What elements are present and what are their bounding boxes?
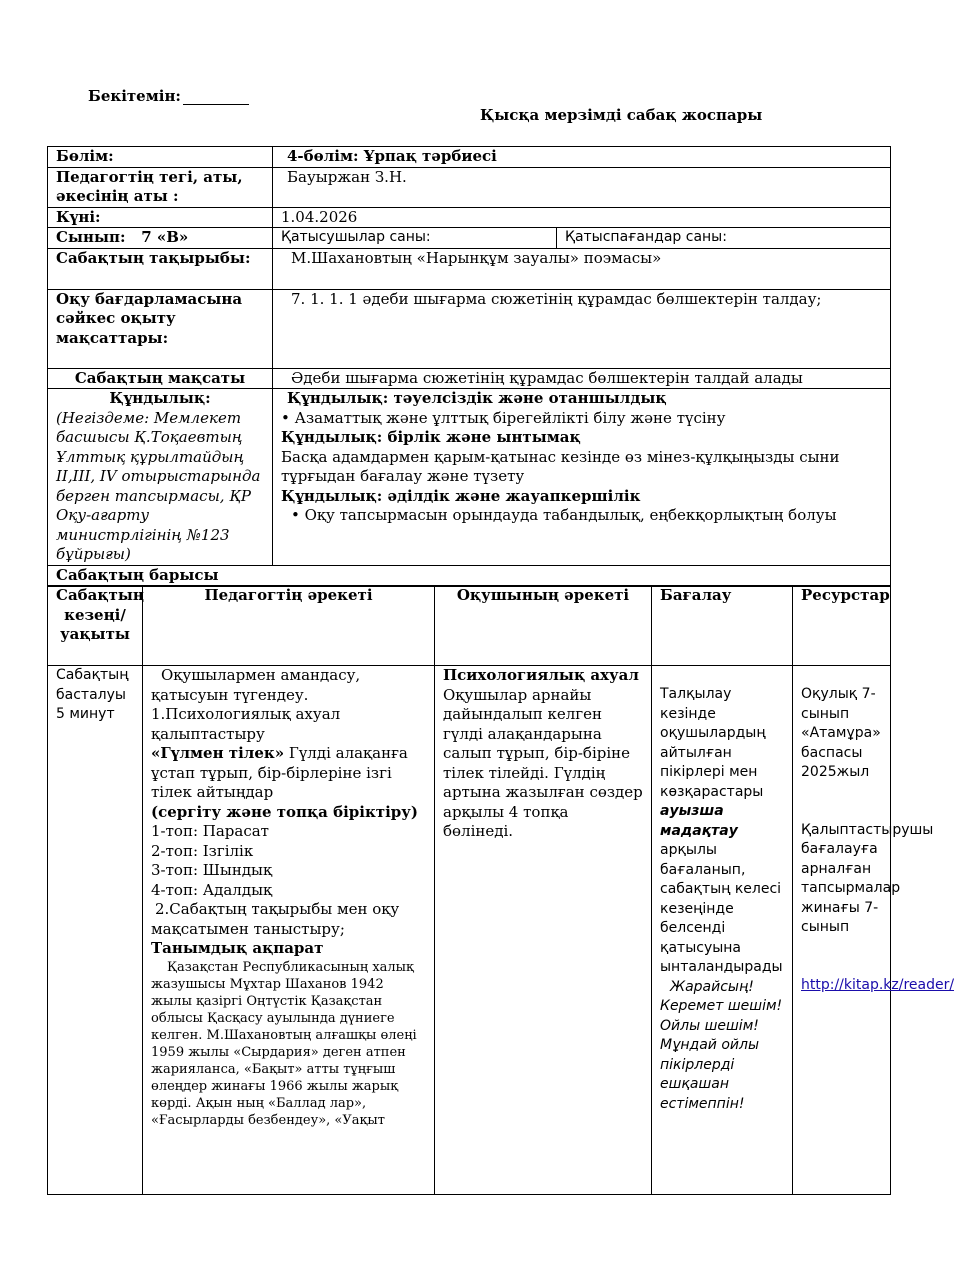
col-assessment: Бағалау (652, 586, 793, 666)
class-row (48, 228, 891, 249)
topic-value: М.Шахановтың «Нарынқұм зауалы» поэмасы» (273, 248, 891, 289)
teacher-value: Бауыржан З.Н. (273, 167, 891, 207)
teacher-greeting: Оқушылармен амандасу, қатысуын түгендеу. (151, 666, 361, 704)
values-row (48, 389, 891, 566)
value2-title: Құндылық: бірлік және ынтымақ (281, 428, 581, 446)
value3-text: • Оқу тапсырмасын орындауда табандылық, еңбекқорлықтың болуы (291, 506, 837, 524)
resource-textbook: Оқулық 7-сынып «Атамұра» баспасы 2025жыл (801, 686, 881, 780)
stage-time: 5 минут (56, 706, 115, 722)
approval-line (88, 87, 249, 105)
signature-blank (183, 90, 249, 105)
topic-row (48, 248, 891, 289)
resources-cell (793, 666, 954, 1195)
date-row (48, 207, 891, 228)
class-value: 7 «В» (141, 228, 189, 246)
teacher-flower-wish (151, 744, 426, 803)
present-count-label: Қатысушылар саны: (273, 228, 557, 249)
value1-title: Құндылық: тәуелсіздік және отаншылдық (287, 389, 667, 407)
section-row (48, 147, 891, 168)
assessment-text-1: Талқылау кезінде оқушылардың айтылған пікірлері мен көзқарастары (660, 686, 766, 800)
goal-value: Әдеби шығарма сюжетінің құрамдас бөлшектерін талдай алады (273, 368, 891, 389)
group-1: 1-топ: Парасат (151, 822, 269, 840)
values-content (273, 389, 891, 566)
teacher-topic-intro: 2.Сабақтың тақырыбы мен оқу мақсатымен таныстыру; (151, 900, 400, 938)
values-label-cell (48, 389, 273, 566)
col-student: Оқушының әрекеті (435, 586, 652, 666)
class-label: Сынып: (56, 228, 126, 246)
value1-text: • Азаматтық және ұлттық бірегейлікті білу және түсіну (281, 408, 726, 427)
date-value: 1.04.2026 (273, 207, 891, 228)
stage-cell (48, 666, 143, 1195)
info-heading: Танымдық ақпарат (151, 939, 324, 957)
student-activity-cell (435, 666, 652, 1195)
document-title: Қысқа мерзімді сабақ жоспары (480, 106, 763, 124)
progress-label: Сабақтың барысы (48, 566, 891, 587)
topic-label: Сабақтың тақырыбы: (48, 248, 273, 289)
value3-title: Құндылық: әділдік және жауапкершілік (281, 486, 641, 505)
date-label: Күні: (48, 207, 273, 228)
objectives-label: Оқу бағдарламасына сәйкес оқыту мақсаттары: (48, 289, 273, 368)
group-2: 2-топ: Ізгілік (151, 841, 254, 860)
stage-name: Сабақтың басталуы (56, 667, 129, 703)
col-resources: Ресурстар (793, 586, 891, 666)
teacher-label: Педагогтің тегі, аты, әкесінің аты : (48, 167, 273, 207)
student-psych-title: Психологиялық ахуал (443, 666, 639, 684)
assessment-feedback: Жарайсың! Керемет шешім! Ойлы шешім! Мұндай ойлы пікірлерді ешқашан естімеппін! (660, 978, 783, 1112)
group-3: 3-топ: Шындық (151, 861, 273, 879)
section-value: 4-бөлім: Ұрпақ тәрбиесі (273, 147, 891, 168)
lesson-start-row (48, 666, 891, 1195)
class-cell (48, 228, 273, 249)
teacher-activity-cell (143, 666, 435, 1195)
objectives-value: 7. 1. 1. 1 әдеби шығарма сюжетінің құрамдас бөлшектерін талдау; (273, 289, 891, 368)
flower-wish-text: Гүлді алақанға ұстап тұрып, бір-бірлеріне ізгі тілек айтыңдар (151, 744, 408, 801)
approve-label: Бекітемін: (88, 87, 181, 105)
lesson-progress-table (47, 585, 954, 1195)
assessment-praise: ауызша мадақтау (660, 803, 738, 839)
col-teacher: Педагогтің әрекеті (143, 586, 435, 666)
info-text: Қазақстан Республикасының халық жазушысы Мұхтар Шаханов 1942 жылы қазіргі Оңтүстік Қазақстан облысы Қасқасу ауылында дүниеге келген. М.Шахановтың алғашқы өлеңі 1959 жылы «Сырдария» деген атпен жарияланса, «Бақыт» атты тұңғыш өлеңдер жинағы 1966 жылы жарық көрді. Ақын ның «Баллад лар», «Ғасырларды безбендеу», «Уақыт (151, 959, 417, 1128)
values-label: Құндылық: (109, 389, 211, 407)
progress-header-row (48, 566, 891, 587)
objectives-row (48, 289, 891, 368)
teacher-psych-climate: 1.Психологиялық ахуал қалыптастыру (151, 705, 341, 743)
resource-task-book: Қалыптастырушы бағалауға арналған тапсырмалар жинағы 7-сынып (801, 821, 934, 935)
progress-columns-row (48, 586, 891, 666)
lesson-info-table (47, 146, 891, 587)
teacher-row (48, 167, 891, 207)
flower-wish-title: «Гүлмен тілек» (151, 744, 285, 762)
assessment-cell (652, 666, 793, 1195)
section-label: Бөлім: (48, 147, 273, 168)
value2-text: Басқа адамдармен қарым-қатынас кезінде өз мінез-құлқыңызды сыни тұрғыдан бағалау және түзету (281, 447, 840, 485)
student-activity-text: Оқушылар арнайы дайындалып келген гүлді алақандарына салып тұрып, бір-біріне тілек тілейді. Гүлдің артына жазылған сөздер арқылы 4 топқа бөлінеді. (443, 685, 643, 840)
teacher-grouping: (сергіту және топқа біріктіру) (151, 802, 418, 821)
goal-label: Сабақтың мақсаты (48, 368, 273, 389)
absent-count-label: Қатыспағандар саны: (557, 228, 891, 249)
col-stage: Сабақтың кезеңі/ уақыты (48, 586, 143, 666)
group-4: 4-топ: Адалдық (151, 880, 273, 899)
goal-row (48, 368, 891, 389)
assessment-text-2: арқылы бағаланып, сабақтың келесі кезеңінде белсенді қатысуына ынталандырады (660, 842, 783, 975)
values-basis: (Негіздеме: Мемлекет басшысы Қ.Тоқаевтың Ұлттық құрылтайдың ІІ,ІІІ, IV отырыстарында берген тапсырмасы, ҚР Оқу-ағарту министрлігінің №123 бұйрығы) (56, 408, 261, 563)
resource-link[interactable]: http://kitap.kz/reader/ (801, 976, 954, 993)
